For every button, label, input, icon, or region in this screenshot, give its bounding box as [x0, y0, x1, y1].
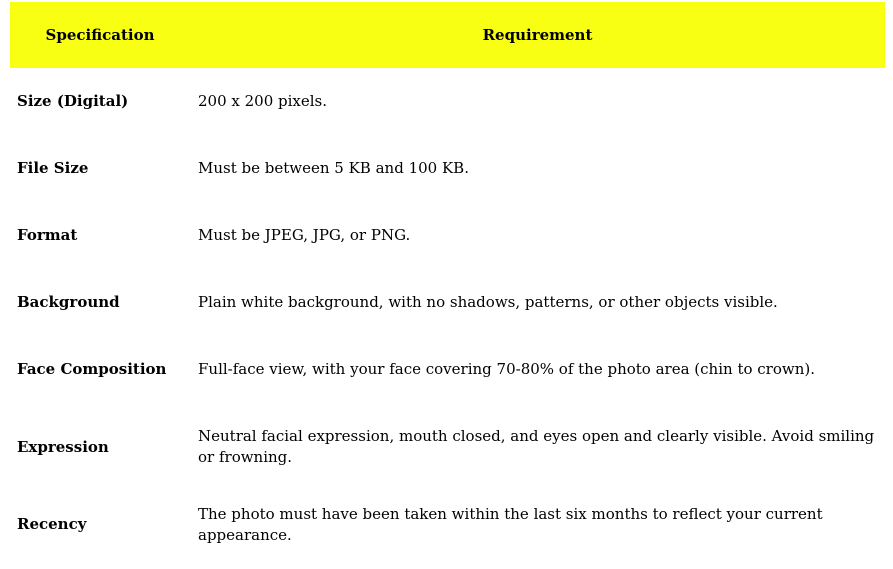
spec-cell: Recency	[17, 515, 87, 533]
table-row	[10, 403, 885, 491]
requirement-cell: Must be JPEG, JPG, or PNG.	[198, 226, 411, 244]
header-row	[10, 2, 885, 68]
spec-cell: Format	[17, 226, 78, 244]
table-row	[10, 491, 885, 558]
requirement-cell: Neutral facial expression, mouth closed, and eyes open and clearly visible. Avoid smiling or frowning.	[198, 427, 875, 466]
header-requirement: Requirement	[482, 26, 593, 44]
table-row	[10, 202, 885, 269]
spec-cell: Background	[17, 293, 120, 311]
table-header	[10, 2, 885, 68]
spec-cell: Size (Digital)	[17, 92, 129, 110]
header-specification: Specification	[45, 26, 155, 44]
table-body	[10, 68, 885, 558]
requirement-cell: Plain white background, with no shadows, patterns, or other objects visible.	[198, 293, 778, 311]
table-row	[10, 269, 885, 336]
spec-cell: File Size	[17, 159, 89, 177]
table-row	[10, 336, 885, 403]
table-row	[10, 68, 885, 135]
spec-cell: Expression	[17, 437, 109, 456]
table-row	[10, 135, 885, 202]
requirement-cell: Must be between 5 KB and 100 KB.	[198, 159, 469, 177]
specification-table	[10, 2, 885, 558]
requirement-cell: The photo must have been taken within the last six months to reflect your current appearance.	[198, 504, 823, 544]
requirement-cell: 200 x 200 pixels.	[198, 92, 328, 110]
spec-cell: Face Composition	[17, 360, 167, 378]
requirement-cell: Full-face view, with your face covering 70-80% of the photo area (chin to crown).	[198, 360, 815, 378]
